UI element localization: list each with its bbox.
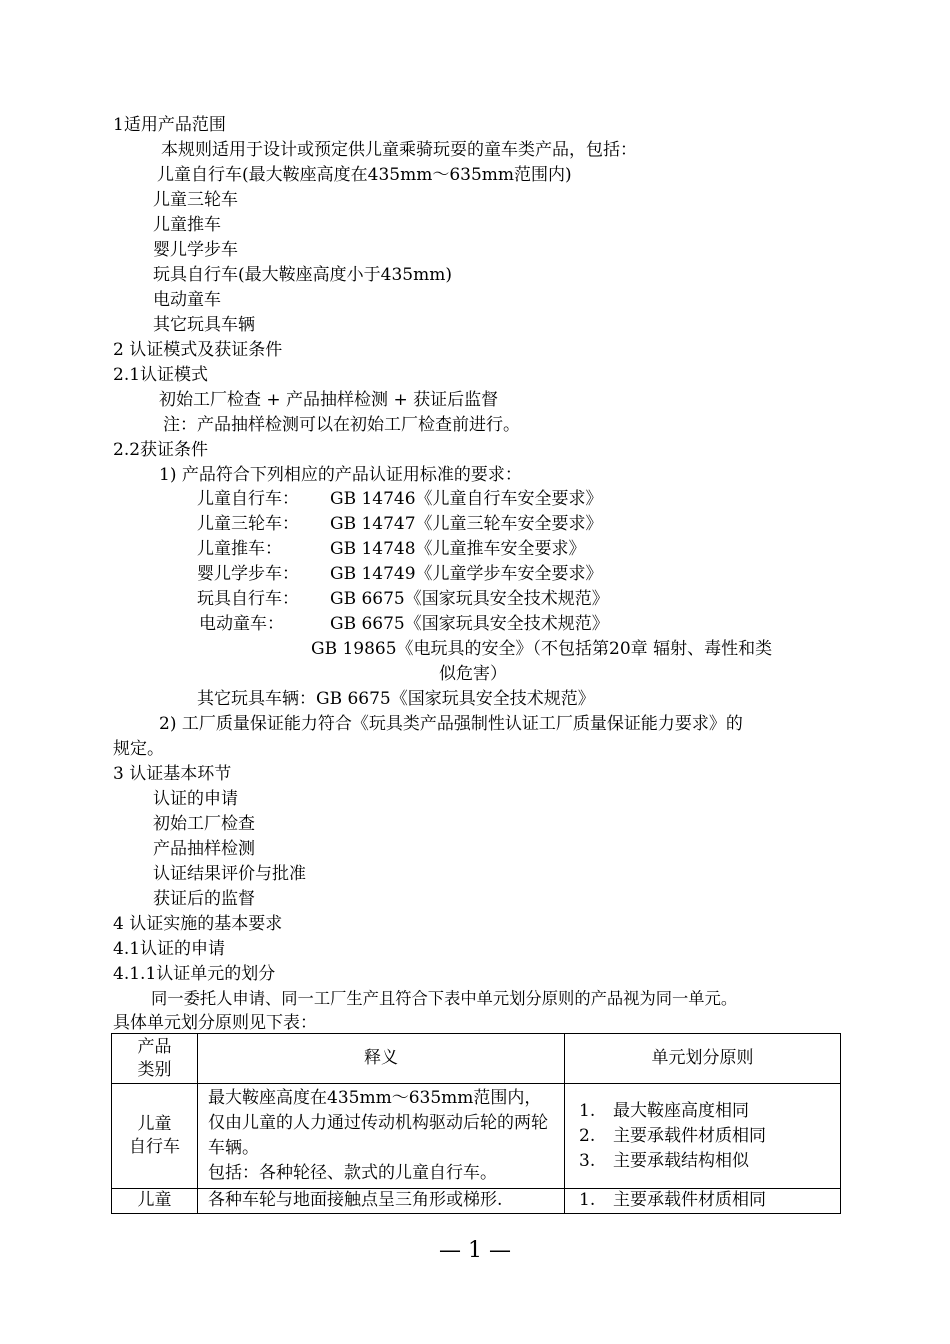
subsection-heading: 4.1.1认证单元的划分 bbox=[113, 964, 276, 984]
section-heading: 2 认证模式及获证条件 bbox=[113, 340, 283, 360]
table-row bbox=[112, 1189, 841, 1214]
rules-cell bbox=[565, 1189, 841, 1214]
paragraph: 初始工厂检查 + 产品抽样检测 + 获证后监督 bbox=[159, 390, 499, 410]
list-item: 产品抽样检测 bbox=[153, 839, 255, 859]
category-cell: 儿童 自行车 bbox=[112, 1084, 198, 1189]
unit-division-table bbox=[111, 1033, 841, 1214]
standard-product: 儿童三轮车： bbox=[197, 514, 299, 534]
definition-cell: 最大鞍座高度在435mm～635mm范围内，仅由儿童的人力通过传动机构驱动后轮的两轮车辆。 包括：各种轮径、款式的儿童自行车。 bbox=[198, 1084, 565, 1189]
page-number: — 1 — bbox=[439, 1238, 511, 1263]
standard-ref: GB 14749《儿童学步车安全要求》 bbox=[330, 564, 603, 584]
standard-product: 儿童自行车： bbox=[197, 489, 299, 509]
rule-item bbox=[579, 1124, 834, 1149]
standard-ref: GB 6675《国家玩具安全技术规范》 bbox=[330, 614, 609, 634]
section-heading: 1适用产品范围 bbox=[113, 115, 226, 135]
standard-ref: GB 6675《国家玩具安全技术规范》 bbox=[330, 589, 609, 609]
table-header-row bbox=[112, 1034, 841, 1084]
list-item: 玩具自行车(最大鞍座高度小于435mm) bbox=[153, 265, 452, 285]
rule-number: 1. bbox=[579, 1190, 596, 1210]
list-item: 婴儿学步车 bbox=[153, 240, 238, 260]
subsection-heading: 2.2获证条件 bbox=[113, 440, 209, 460]
paragraph: 具体单元划分原则见下表： bbox=[113, 1013, 317, 1033]
rule-text: 主要承载件材质相同 bbox=[613, 1190, 766, 1210]
note: 注：产品抽样检测可以在初始工厂检查前进行。 bbox=[163, 415, 520, 435]
rule-text: 最大鞍座高度相同 bbox=[613, 1100, 749, 1121]
list-item: 儿童三轮车 bbox=[153, 190, 238, 210]
rule-item bbox=[579, 1149, 834, 1174]
standard-ref: GB 14748《儿童推车安全要求》 bbox=[330, 539, 586, 559]
list-item: 2) 工厂质量保证能力符合《玩具类产品强制性认证工厂质量保证能力要求》的 bbox=[159, 714, 743, 734]
standard-ref: GB 19865《电玩具的安全》（不包括第20章 辐射、毒性和类 bbox=[311, 639, 773, 659]
list-item: 获证后的监督 bbox=[153, 889, 255, 909]
section-heading: 3 认证基本环节 bbox=[113, 764, 232, 784]
list-item: 儿童推车 bbox=[153, 215, 221, 235]
standard-ref: GB 14746《儿童自行车安全要求》 bbox=[330, 489, 603, 509]
rule-text: 主要承载件材质相同 bbox=[613, 1125, 766, 1146]
rule-item bbox=[579, 1189, 834, 1211]
standard-ref: GB 14747《儿童三轮车安全要求》 bbox=[330, 514, 603, 534]
standard-product: 婴儿学步车： bbox=[197, 564, 299, 584]
header-category: 产品 类别 bbox=[112, 1034, 198, 1084]
rules-cell bbox=[565, 1084, 841, 1189]
list-item: 认证结果评价与批准 bbox=[153, 864, 306, 884]
list-item: 认证的申请 bbox=[153, 789, 238, 809]
list-item: 其它玩具车辆 bbox=[153, 315, 255, 335]
paragraph: 同一委托人申请、同一工厂生产且符合下表中单元划分原则的产品视为同一单元。 bbox=[151, 989, 738, 1008]
table-row bbox=[112, 1084, 841, 1189]
list-item: 儿童自行车(最大鞍座高度在435mm～635mm范围内) bbox=[157, 165, 572, 185]
list-item: 初始工厂检查 bbox=[153, 814, 255, 834]
rule-number: 2. bbox=[579, 1125, 596, 1146]
standard-product: 儿童推车： bbox=[197, 539, 282, 559]
paragraph: 规定。 bbox=[113, 739, 164, 759]
paragraph: 本规则适用于设计或预定供儿童乘骑玩耍的童车类产品，包括： bbox=[161, 140, 637, 160]
standard-product: 玩具自行车： bbox=[197, 589, 299, 609]
subsection-heading: 4.1认证的申请 bbox=[113, 939, 226, 959]
list-item: 1) 产品符合下列相应的产品认证用标准的要求： bbox=[159, 465, 522, 485]
list-item: 电动童车 bbox=[153, 290, 221, 310]
category-cell: 儿童 bbox=[112, 1189, 198, 1214]
section-heading: 4 认证实施的基本要求 bbox=[113, 914, 283, 934]
header-rules: 单元划分原则 bbox=[565, 1034, 841, 1084]
subsection-heading: 2.1认证模式 bbox=[113, 365, 209, 385]
standard-product: 电动童车： bbox=[199, 614, 284, 634]
rule-item bbox=[579, 1099, 834, 1124]
rule-number: 1. bbox=[579, 1100, 596, 1121]
standard-ref-continued: 似危害） bbox=[439, 664, 507, 684]
definition-cell: 各种车轮与地面接触点呈三角形或梯形. bbox=[198, 1189, 565, 1214]
header-definition: 释义 bbox=[198, 1034, 565, 1084]
standard-product: 其它玩具车辆：GB 6675《国家玩具安全技术规范》 bbox=[197, 689, 595, 709]
rule-text: 主要承载结构相似 bbox=[613, 1150, 749, 1171]
rule-number: 3. bbox=[579, 1150, 596, 1171]
